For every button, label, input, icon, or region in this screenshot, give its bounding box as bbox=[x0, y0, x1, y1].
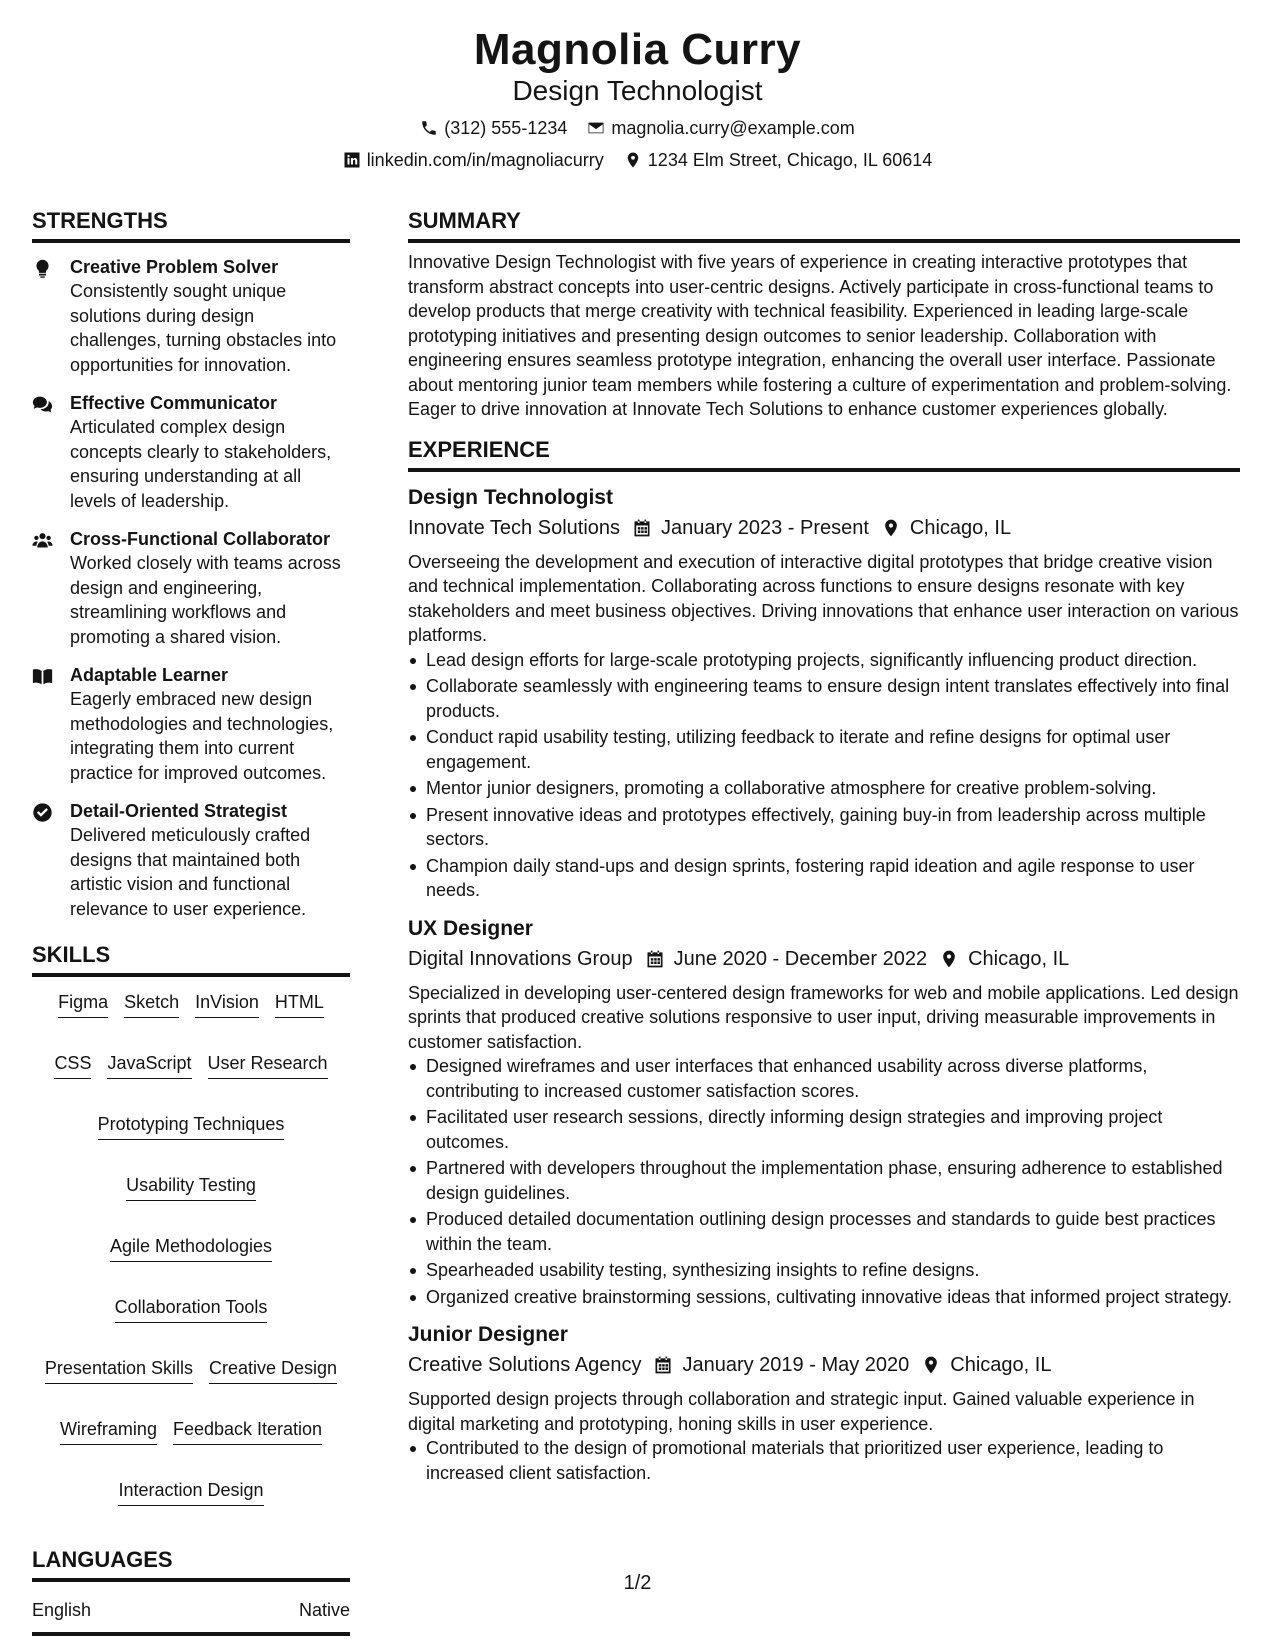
job-bullet: Spearheaded usability testing, synthesizing insights to refine designs. bbox=[426, 1258, 1240, 1283]
lightbulb-icon bbox=[32, 258, 53, 279]
address-contact bbox=[624, 148, 933, 172]
job-bullet: Collaborate seamlessly with engineering teams to ensure design intent translates effectively into final products. bbox=[426, 674, 1240, 723]
skill-tag: CSS bbox=[54, 1052, 91, 1079]
phone-icon bbox=[420, 119, 438, 137]
job-description: Supported design projects through collaboration and strategic input. Gained valuable experience in digital marketing and prototyping, honing skills in user experience. bbox=[408, 1389, 1195, 1434]
skill-tag: Wireframing bbox=[60, 1418, 157, 1445]
job-company: Creative Solutions Agency bbox=[408, 1354, 642, 1376]
job-title: Design Technologist bbox=[408, 485, 613, 509]
resume-header bbox=[0, 22, 1275, 172]
job-location: Chicago, IL bbox=[968, 947, 1070, 970]
language-name: English bbox=[32, 1600, 92, 1620]
strength-title: Cross-Functional Collaborator bbox=[70, 529, 331, 549]
strength-desc: Eagerly embraced new design methodologies and technologies, integrating them into current practice for improved outcomes. bbox=[70, 689, 334, 783]
skill-tag: Feedback Iteration bbox=[173, 1418, 322, 1445]
job-dates: January 2019 - May 2020 bbox=[682, 1354, 910, 1376]
calendar-icon bbox=[632, 518, 652, 538]
strengths-heading: STRENGTHS bbox=[32, 207, 350, 243]
strength-desc: Delivered meticulously crafted designs that maintained both artistic vision and functional relevance to user experience. bbox=[70, 825, 311, 919]
email-text: magnolia.curry@example.com bbox=[611, 118, 855, 138]
page-number: 1/2 bbox=[623, 1572, 652, 1594]
strength-item bbox=[32, 391, 350, 513]
skill-tag: User Research bbox=[208, 1052, 328, 1079]
map-pin-icon bbox=[624, 151, 642, 169]
job-entry bbox=[408, 484, 1240, 903]
summary-text: Innovative Design Technologist with five years of experience in creating interactive prototypes that transform abstract concepts into user-centric designs. Actively participate in cross-functional teams to develop products that merge creativity with technical feasibility. Experienced in leading large-scale prototyping initiatives and presenting design outcomes to senior leadership. Collaboration with engineering ensures seamless prototype integration, enhancing the overall user interface. Passionate about mentoring junior team members while fostering a culture of experimentation and problem-solving. Eager to drive innovation at Innovate Tech Solutions to enhance customer experiences globally. bbox=[408, 252, 1232, 419]
book-icon bbox=[32, 666, 53, 687]
linkedin-text: linkedin.com/in/magnoliacurry bbox=[366, 150, 604, 170]
job-title: UX Designer bbox=[408, 916, 533, 940]
job-bullets bbox=[408, 648, 1240, 903]
experience-heading: EXPERIENCE bbox=[408, 436, 1240, 472]
strength-title: Effective Communicator bbox=[70, 393, 278, 413]
job-bullets bbox=[408, 1436, 1240, 1485]
skill-tag: Interaction Design bbox=[118, 1479, 263, 1506]
job-bullet: Designed wireframes and user interfaces that enhanced usability across diverse platforms, contributing to increased customer satisfaction scores. bbox=[426, 1054, 1240, 1103]
skill-tag: InVision bbox=[195, 991, 259, 1018]
job-bullet: Contributed to the design of promotional materials that prioritized user experience, leading to increased client satisfaction. bbox=[426, 1436, 1240, 1485]
job-entry bbox=[408, 915, 1240, 1310]
strength-item bbox=[32, 663, 350, 785]
skills-heading: SKILLS bbox=[32, 941, 350, 977]
skill-tag: JavaScript bbox=[107, 1052, 191, 1079]
right-column bbox=[408, 207, 1240, 1487]
skill-tag: Agile Methodologies bbox=[110, 1235, 272, 1262]
language-level: Native bbox=[298, 1600, 350, 1620]
job-location: Chicago, IL bbox=[909, 516, 1012, 539]
strength-desc: Consistently sought unique solutions during design challenges, turning obstacles into opportunities for innovation. bbox=[70, 281, 337, 375]
strength-item bbox=[32, 799, 350, 921]
job-location: Chicago, IL bbox=[950, 1354, 1052, 1376]
strength-title: Adaptable Learner bbox=[70, 665, 229, 685]
skills-list bbox=[32, 985, 350, 1506]
calendar-icon bbox=[653, 1355, 673, 1375]
envelope-icon bbox=[587, 119, 605, 137]
candidate-name: Magnolia Curry bbox=[473, 25, 802, 74]
contact-row-2 bbox=[0, 148, 1275, 172]
job-bullet: Champion daily stand-ups and design sprints, fostering rapid ideation and agile response to user needs. bbox=[426, 854, 1240, 903]
summary-heading: SUMMARY bbox=[408, 207, 1240, 243]
linkedin-icon bbox=[343, 151, 361, 169]
job-meta bbox=[408, 945, 1240, 973]
skill-tag: Sketch bbox=[124, 991, 179, 1018]
job-title: Junior Designer bbox=[408, 1323, 568, 1346]
job-bullet: Partnered with developers throughout the implementation phase, ensuring adherence to established design guidelines. bbox=[426, 1156, 1240, 1205]
job-bullet: Produced detailed documentation outlining design processes and standards to guide best practices within the team. bbox=[426, 1207, 1240, 1256]
job-bullet: Mentor junior designers, promoting a collaborative atmosphere for creative problem-solving. bbox=[426, 776, 1240, 801]
job-description: Overseeing the development and execution of interactive digital prototypes that bridge creative vision and technical implementation. Collaborating across functions to ensure designs resonate with key stakeholders and meet business objectives. Driving innovations that enhance user interaction on various platforms. bbox=[408, 551, 1239, 645]
address-text: 1234 Elm Street, Chicago, IL 60614 bbox=[647, 150, 933, 170]
skill-tag: Figma bbox=[58, 991, 108, 1018]
job-bullet: Lead design efforts for large-scale prototyping projects, significantly influencing product direction. bbox=[426, 648, 1240, 673]
skill-tag: Creative Design bbox=[209, 1357, 337, 1384]
job-description: Specialized in developing user-centered design frameworks for web and mobile applications. Led design sprints that produced creative solutions responsive to user input, driving measurable improvements in customer satisfaction. bbox=[408, 982, 1239, 1052]
comments-icon bbox=[32, 394, 53, 415]
phone-text: (312) 555-1234 bbox=[444, 118, 568, 138]
strength-item bbox=[32, 255, 350, 377]
job-company: Digital Innovations Group bbox=[408, 947, 633, 970]
job-dates: January 2023 - Present bbox=[661, 516, 869, 539]
skill-tag: Presentation Skills bbox=[45, 1357, 193, 1384]
map-pin-icon bbox=[939, 949, 959, 969]
strength-title: Detail-Oriented Strategist bbox=[70, 801, 288, 821]
skill-tag: Usability Testing bbox=[126, 1174, 256, 1201]
job-meta bbox=[408, 514, 1240, 542]
job-bullets bbox=[408, 1054, 1240, 1309]
map-pin-icon bbox=[881, 518, 901, 538]
job-bullet: Organized creative brainstorming sessions, cultivating innovative ideas that informed project strategy. bbox=[426, 1285, 1240, 1310]
strengths-list bbox=[32, 255, 350, 921]
candidate-role: Design Technologist bbox=[512, 75, 763, 106]
contact-row-1 bbox=[0, 116, 1275, 140]
strength-desc: Worked closely with teams across design and engineering, streamlining workflows and promoting a shared vision. bbox=[70, 553, 341, 647]
calendar-icon bbox=[645, 949, 665, 969]
job-bullet: Present innovative ideas and prototypes effectively, gaining buy-in from leadership across multiple sectors. bbox=[426, 803, 1240, 852]
strength-item bbox=[32, 527, 350, 649]
strength-desc: Articulated complex design concepts clearly to stakeholders, ensuring understanding at all levels of leadership. bbox=[70, 417, 332, 511]
job-bullet: Conduct rapid usability testing, utilizing feedback to iterate and refine designs for optimal user engagement. bbox=[426, 725, 1240, 774]
linkedin-contact[interactable] bbox=[343, 148, 604, 172]
phone-contact[interactable] bbox=[420, 116, 567, 140]
job-dates: June 2020 - December 2022 bbox=[673, 947, 928, 970]
map-pin-icon bbox=[921, 1355, 941, 1375]
skill-tag: Prototyping Techniques bbox=[98, 1113, 285, 1140]
email-contact[interactable] bbox=[587, 116, 854, 140]
strength-title: Creative Problem Solver bbox=[70, 257, 279, 277]
check-circle-icon bbox=[32, 802, 53, 823]
skill-tag: HTML bbox=[275, 991, 324, 1018]
languages-heading: LANGUAGES bbox=[32, 1546, 350, 1582]
job-meta bbox=[408, 1351, 1240, 1379]
job-entry bbox=[408, 1321, 1240, 1485]
job-bullet: Facilitated user research sessions, directly informing design strategies and improving project outcomes. bbox=[426, 1105, 1240, 1154]
job-company: Innovate Tech Solutions bbox=[408, 516, 621, 539]
skill-tag: Collaboration Tools bbox=[115, 1296, 268, 1323]
users-icon bbox=[32, 530, 53, 551]
left-column bbox=[32, 207, 350, 1636]
